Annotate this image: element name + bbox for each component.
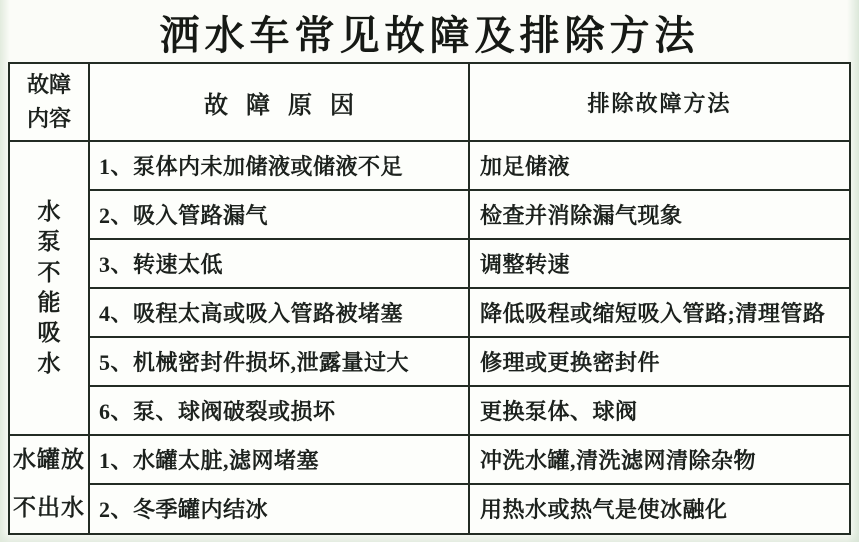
table-row xyxy=(9,337,850,386)
header-remedy-method: 排除故障方法 xyxy=(469,63,850,141)
cause-cell: 4、吸程太高或吸入管路被堵塞 xyxy=(89,288,469,337)
remedy-cell: 用热水或热气是使冰融化 xyxy=(469,484,850,533)
group-label-tank-text: 水罐放不出水 xyxy=(13,447,85,521)
remedy-cell: 加足储液 xyxy=(469,141,850,190)
table-row xyxy=(9,288,850,337)
cause-cell: 2、冬季罐内结冰 xyxy=(89,484,469,533)
group-label-pump-text: 水泵不能吸水 xyxy=(37,198,61,376)
header-fault-content-label: 故障内容 xyxy=(27,71,72,131)
cause-cell: 1、水罐太脏,滤网堵塞 xyxy=(89,435,469,484)
table-row xyxy=(9,190,850,239)
remedy-cell: 更换泵体、球阀 xyxy=(469,386,850,435)
table-row xyxy=(9,239,850,288)
cause-cell: 3、转速太低 xyxy=(89,239,469,288)
page-title: 洒水车常见故障及排除方法 xyxy=(159,13,700,58)
table-row xyxy=(9,484,850,533)
table-row xyxy=(9,386,850,435)
table-row xyxy=(9,141,850,190)
cause-cell: 6、泵、球阀破裂或损坏 xyxy=(89,386,469,435)
group-label-pump-no-suction xyxy=(9,141,89,435)
table-header-row xyxy=(9,63,850,141)
header-fault-cause: 故障原因 xyxy=(89,63,469,141)
remedy-cell: 降低吸程或缩短吸入管路;清理管路 xyxy=(469,288,850,337)
cause-cell: 5、机械密封件损坏,泄露量过大 xyxy=(89,337,469,386)
remedy-cell: 修理或更换密封件 xyxy=(469,337,850,386)
fault-table xyxy=(8,62,851,535)
remedy-cell: 检查并消除漏气现象 xyxy=(469,190,850,239)
remedy-cell: 调整转速 xyxy=(469,239,850,288)
table-row xyxy=(9,435,850,484)
group-label-tank-no-discharge xyxy=(9,435,89,534)
cause-cell: 1、泵体内未加储液或储液不足 xyxy=(89,141,469,190)
cause-cell: 2、吸入管路漏气 xyxy=(89,190,469,239)
header-fault-content xyxy=(9,63,89,141)
remedy-cell: 冲洗水罐,清洗滤网清除杂物 xyxy=(469,435,850,484)
